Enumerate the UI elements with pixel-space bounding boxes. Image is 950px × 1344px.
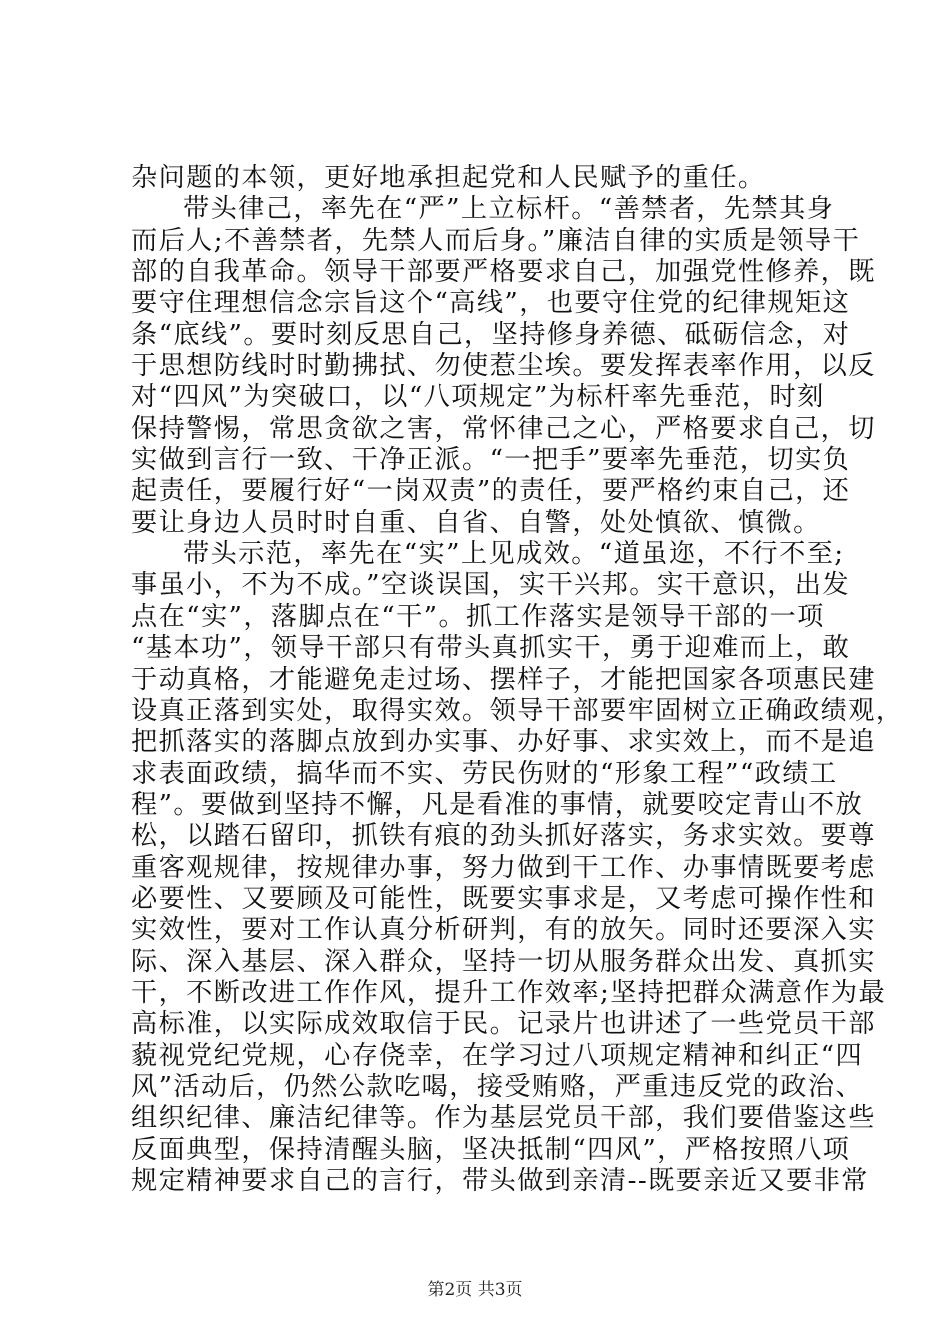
text-line: 点在“实”，落脚点在“干”。抓工作落实是领导干部的一项: [131, 601, 825, 632]
text-line: 设真正落到实处，取得实效。领导干部要牢固树立正确政绩观，: [131, 695, 904, 726]
text-line: 杂问题的本领，更好地承担起党和人民赋予的重任。: [131, 163, 766, 193]
text-line: 程”。要做到坚持不懈，凡是看准的事情，就要咬定青山不放: [131, 789, 864, 820]
paragraph-start-line: 带头示范，率先在“实”上见成效。“道虽迩，不行不至;: [183, 539, 845, 570]
text-line: 把抓落实的落脚点放到办实事、办好事、求实效上，而不是追: [131, 727, 876, 758]
text-line: 高标准，以实际成效取信于民。记录片也讲述了一些党员干部: [131, 1009, 876, 1040]
text-line: 干，不断改进工作作风，提升工作效率;坚持把群众满意作为最: [131, 977, 887, 1008]
text-line: 规定精神要求自己的言行，带头做到亲清--既要亲近又要非常: [131, 1166, 869, 1196]
text-line: 际、深入基层、深入群众，坚持一切从服务群众出发、真抓实: [131, 946, 876, 977]
text-line: 要让身边人员时时自重、自省、自警，处处慎欲、慎微。: [131, 507, 821, 538]
text-line: 于思想防线时时勤拂拭、勿使惹尘埃。要发挥表率作用，以反: [131, 351, 876, 382]
text-line: “基本功”，领导干部只有带头真抓实干，勇于迎难而上，敢: [131, 633, 851, 664]
text-line: 反面典型，保持清醒头脑，坚决抵制“四风”，严格按照八项: [131, 1134, 851, 1165]
text-line: 风”活动后，仍然公款吃喝，接受贿赂，严重违反党的政治、: [131, 1071, 864, 1102]
text-line: 要守住理想信念宗旨这个“高线”，也要守住党的纪律规矩这: [131, 288, 851, 319]
text-line: 起责任，要履行好“一岗双责”的责任，要严格约束自己，还: [131, 476, 851, 507]
text-line: 重客观规律，按规律办事，努力做到干工作、办事情既要考虑: [131, 852, 876, 883]
text-line: 而后人;不善禁者，先禁人而后身。”廉洁自律的实质是领导干: [131, 225, 861, 256]
text-line: 对“四风”为突破口，以“八项规定”为标杆率先垂范，时刻: [131, 382, 825, 413]
text-line: 事虽小，不为不成。”空谈误国，实干兴邦。实干意识，出发: [131, 570, 850, 601]
page-footer: 第2页 共3页: [427, 1280, 523, 1300]
text-line: 实效性，要对工作认真分析研判，有的放矢。同时还要深入实: [131, 915, 876, 946]
text-line: 必要性、又要顾及可能性，既要实事求是，又考虑可操作性和: [131, 883, 876, 914]
text-line: 藐视党纪党规，心存侥幸，在学习过八项规定精神和纠正“四: [131, 1040, 864, 1071]
text-line: 部的自我革命。领导干部要严格要求自己，加强党性修养，既: [131, 257, 876, 288]
text-line: 实做到言行一致、干净正派。“一把手”要率先垂范，切实负: [131, 445, 851, 476]
paragraph-start-line: 带头律己，率先在“严”上立标杆。“善禁者，先禁其身: [183, 194, 835, 225]
text-line: 条“底线”。要时刻反思自己，坚持修身养德、砥砺信念，对: [131, 319, 851, 350]
text-line: 求表面政绩，搞华而不实、劳民伤财的“形象工程”“政绩工: [131, 758, 838, 789]
text-line: 保持警惕，常思贪欲之害，常怀律己之心，严格要求自己，切: [131, 413, 876, 444]
text-line: 组织纪律、廉洁纪律等。作为基层党员干部，我们要借鉴这些: [131, 1103, 876, 1134]
body-text: [131, 163, 904, 1197]
text-line: 于动真格，才能避免走过场、摆样子，才能把国家各项惠民建: [131, 664, 876, 695]
text-line: 松，以踏石留印，抓铁有痕的劲头抓好落实，务求实效。要尊: [131, 821, 876, 852]
